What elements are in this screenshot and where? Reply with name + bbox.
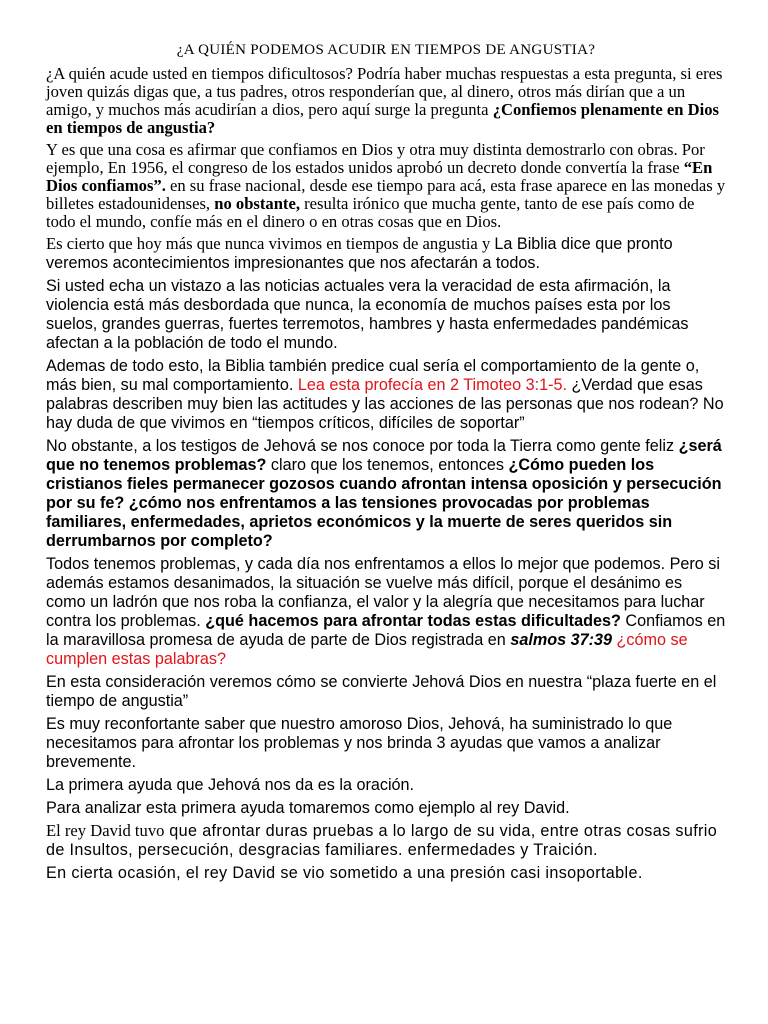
intro-question: ¿Confiemos plenamente en Dios en tiempos de angustia? [46,100,719,137]
problems-question: ¿qué hacemos para afrontar todas estas dificultades? [205,612,621,630]
anguish-serif: Es cierto que hoy más que nunca vivimos en tiempos de angustia y [46,234,495,253]
problems-text-2: Confiamos en la maravillosa promesa de ayuda de parte de Dios registrada en [46,612,726,649]
trust-text-3: resulta irónico que mucha gente, tanto de ese país como de todo el mundo, confíe más en el dinero o en otras cosas que en Dios. [46,194,695,231]
trust-motto: “En Dios confiamos”. [46,158,713,195]
paragraph-occasion: En cierta ocasión, el rey David se vio sometido a una presión casi insoportable. [46,864,643,882]
trust-text-1: Y es que una cosa es afirmar que confiamos en Dios y otra muy distinta demostrarlo con obras. Por ejemplo, En 1956, el congreso de los estados unidos aprobó un decreto donde convertía la frase [46,140,705,177]
problems-red-question: ¿cómo se cumplen estas palabras? [46,631,688,668]
trust-however: no obstante, [214,194,300,213]
paragraph-example: Para analizar esta primera ayuda tomaremos como ejemplo al rey David. [46,799,570,817]
problems-text-1: Todos tenemos problemas, y cada día nos enfrentamos a ellos lo mejor que podemos. Pero si además estamos desanimados, la situación se vuelve más difícil, porque el desánimo es como un ladrón que nos roba la confianza, el valor y la alegría que necesitamos para luchar contra los problemas. [46,555,720,630]
anguish-sans: La Biblia dice que pronto veremos acontecimientos impresionantes que nos afectarán a todos. [46,235,673,272]
paragraph-witnesses [46,437,726,551]
paragraph-news: Si usted echa un vistazo a las noticias actuales vera la veracidad de esta afirmación, la violencia está más desbordada que nunca, la economía de muchos países esta por los suelos, grandes guerras, fuertes terremotos, hambres y hasta enfermedades pandémicas afectan a la población de todo el mundo. [46,277,689,352]
paragraph-consideration: En esta consideración veremos cómo se convierte Jehová Dios en nuestra “plaza fuerte en el tiempo de angustia” [46,673,717,710]
witnesses-question-1: ¿será que no tenemos problemas? [46,437,722,474]
paragraph-reassuring: Es muy reconfortante saber que nuestro amoroso Dios, Jehová, ha suministrado lo que necesitamos para afrontar los problemas y nos brinda 3 ayudas que vamos a analizar brevemente. [46,715,673,771]
witnesses-text-2: claro que los tenemos, entonces [266,456,509,474]
paragraph-trust [46,141,726,231]
prophecy-text-1: Ademas de todo esto, la Biblia también predice cual sería el comportamiento de la gente o, más bien, su mal comportamiento. [46,357,700,394]
document-title: ¿A QUIÉN PODEMOS ACUDIR EN TIEMPOS DE ANGUSTIA? [176,42,596,58]
paragraph-prophecy [46,357,726,433]
paragraph-intro [46,65,726,137]
prophecy-reference: Lea esta profecía en 2 Timoteo 3:1-5. [297,376,567,394]
paragraph-first-help: La primera ayuda que Jehová nos da es la oración. [46,776,415,794]
trust-text-2: en su frase nacional, desde ese tiempo para acá, esta frase aparece en las monedas y billetes estadounidenses, [46,176,726,213]
witnesses-text-1: No obstante, a los testigos de Jehová se nos conoce por toda la Tierra como gente feliz [46,437,679,455]
witnesses-question-2: ¿Cómo pueden los cristianos fieles permanecer gozosos cuando afrontan intensa oposición y persecución por su fe? ¿cómo nos enfrentamos a las tensiones provocadas por problemas familiares, enfermedades, aprietos económicos y la muerte de seres queridos sin derrumbarnos por completo? [46,456,722,550]
paragraph-anguish [46,235,726,273]
intro-text: ¿A quién acude usted en tiempos dificultosos? Podría haber muchas respuestas a esta pregunta, si eres joven quizás digas que, a tus padres, otros responderían que, al dinero, otros más dirían que a un amigo, y muchos más acudirían a dios, pero aquí surge la pregunta [46,64,723,119]
prophecy-text-2: ¿Verdad que esas palabras describen muy bien las actitudes y las acciones de las personas que nos rodean? No hay duda de que vivimos en “tiempos críticos, difíciles de soportar” [46,376,724,432]
david-serif: El rey David tuvo [46,821,165,840]
psalm-reference: salmos 37:39 [510,631,612,649]
david-sans: que afrontar duras pruebas a lo largo de su vida, entre otras cosas sufrio de Insultos, persecución, desgracias familiares. enfermedades y Traición. [46,822,718,859]
document-page [46,42,726,887]
paragraph-problems [46,555,726,669]
paragraph-david [46,822,726,860]
